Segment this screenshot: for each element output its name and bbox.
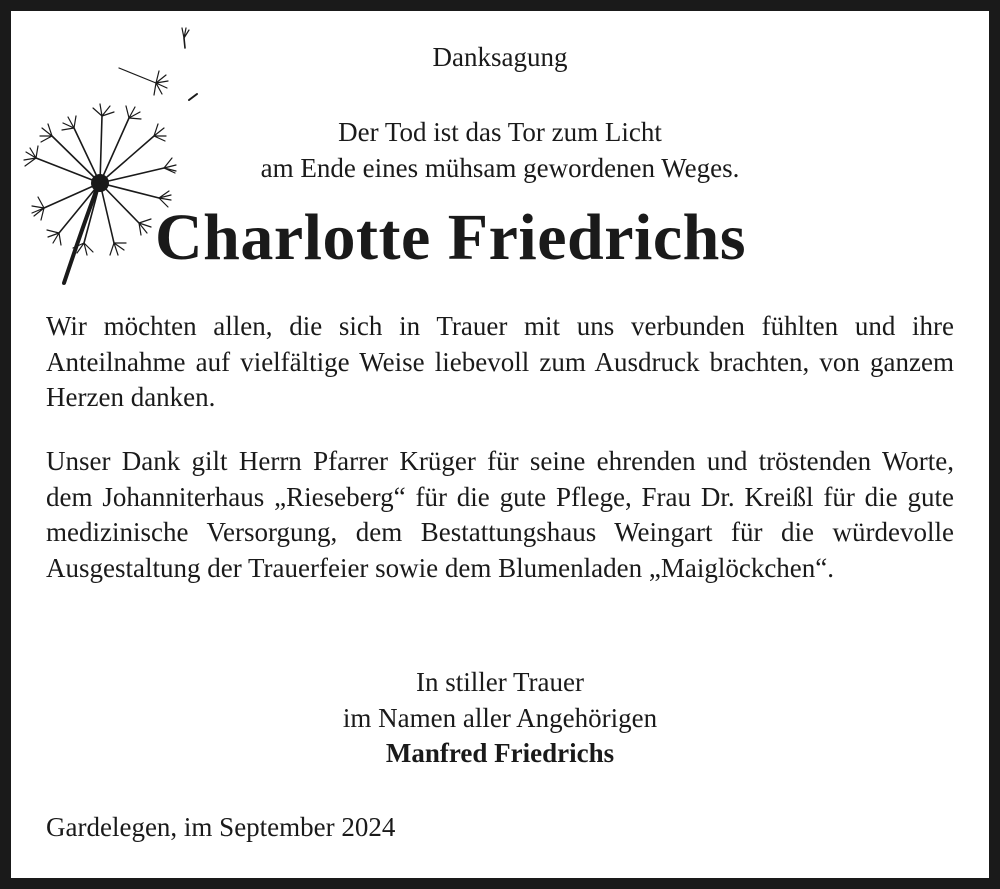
thanks-paragraph-2: Unser Dank gilt Herrn Pfarrer Krüger für seine ehrenden und tröstenden Worte, dem Johanniterhaus „Rieseberg“ für die gute Pflege, Frau Dr. Kreißl für die gute medizinische Versorgung, dem Bestattungshaus Weingart für die würdevolle Ausgestaltung der Trauerfeier sowie dem Blumenladen „Maiglöckchen“. <box>46 446 954 583</box>
thanks-paragraph-1: Wir möchten allen, die sich in Trauer mit uns verbunden fühlten und ihre Anteilnahme auf vielfältige Weise liebevoll zum Ausdruck brachten, von ganzem Herzen danken. <box>46 311 954 412</box>
signer-name: Manfred Friedrichs <box>385 738 615 768</box>
notice-heading: Danksagung <box>432 42 568 72</box>
closing-block <box>0 665 1000 772</box>
closing-line-1: In stiller Trauer <box>416 667 584 697</box>
memorial-motto <box>0 114 1000 186</box>
closing-line-2: im Namen aller Angehörigen <box>342 702 658 733</box>
deceased-name: Charlotte Friedrichs <box>155 201 747 274</box>
place-date: Gardelegen, im September 2024 <box>46 812 396 842</box>
motto-line-1: Der Tod ist das Tor zum Licht <box>338 117 662 147</box>
motto-line-2: am Ende eines mühsam gewordenen Weges. <box>260 153 740 183</box>
